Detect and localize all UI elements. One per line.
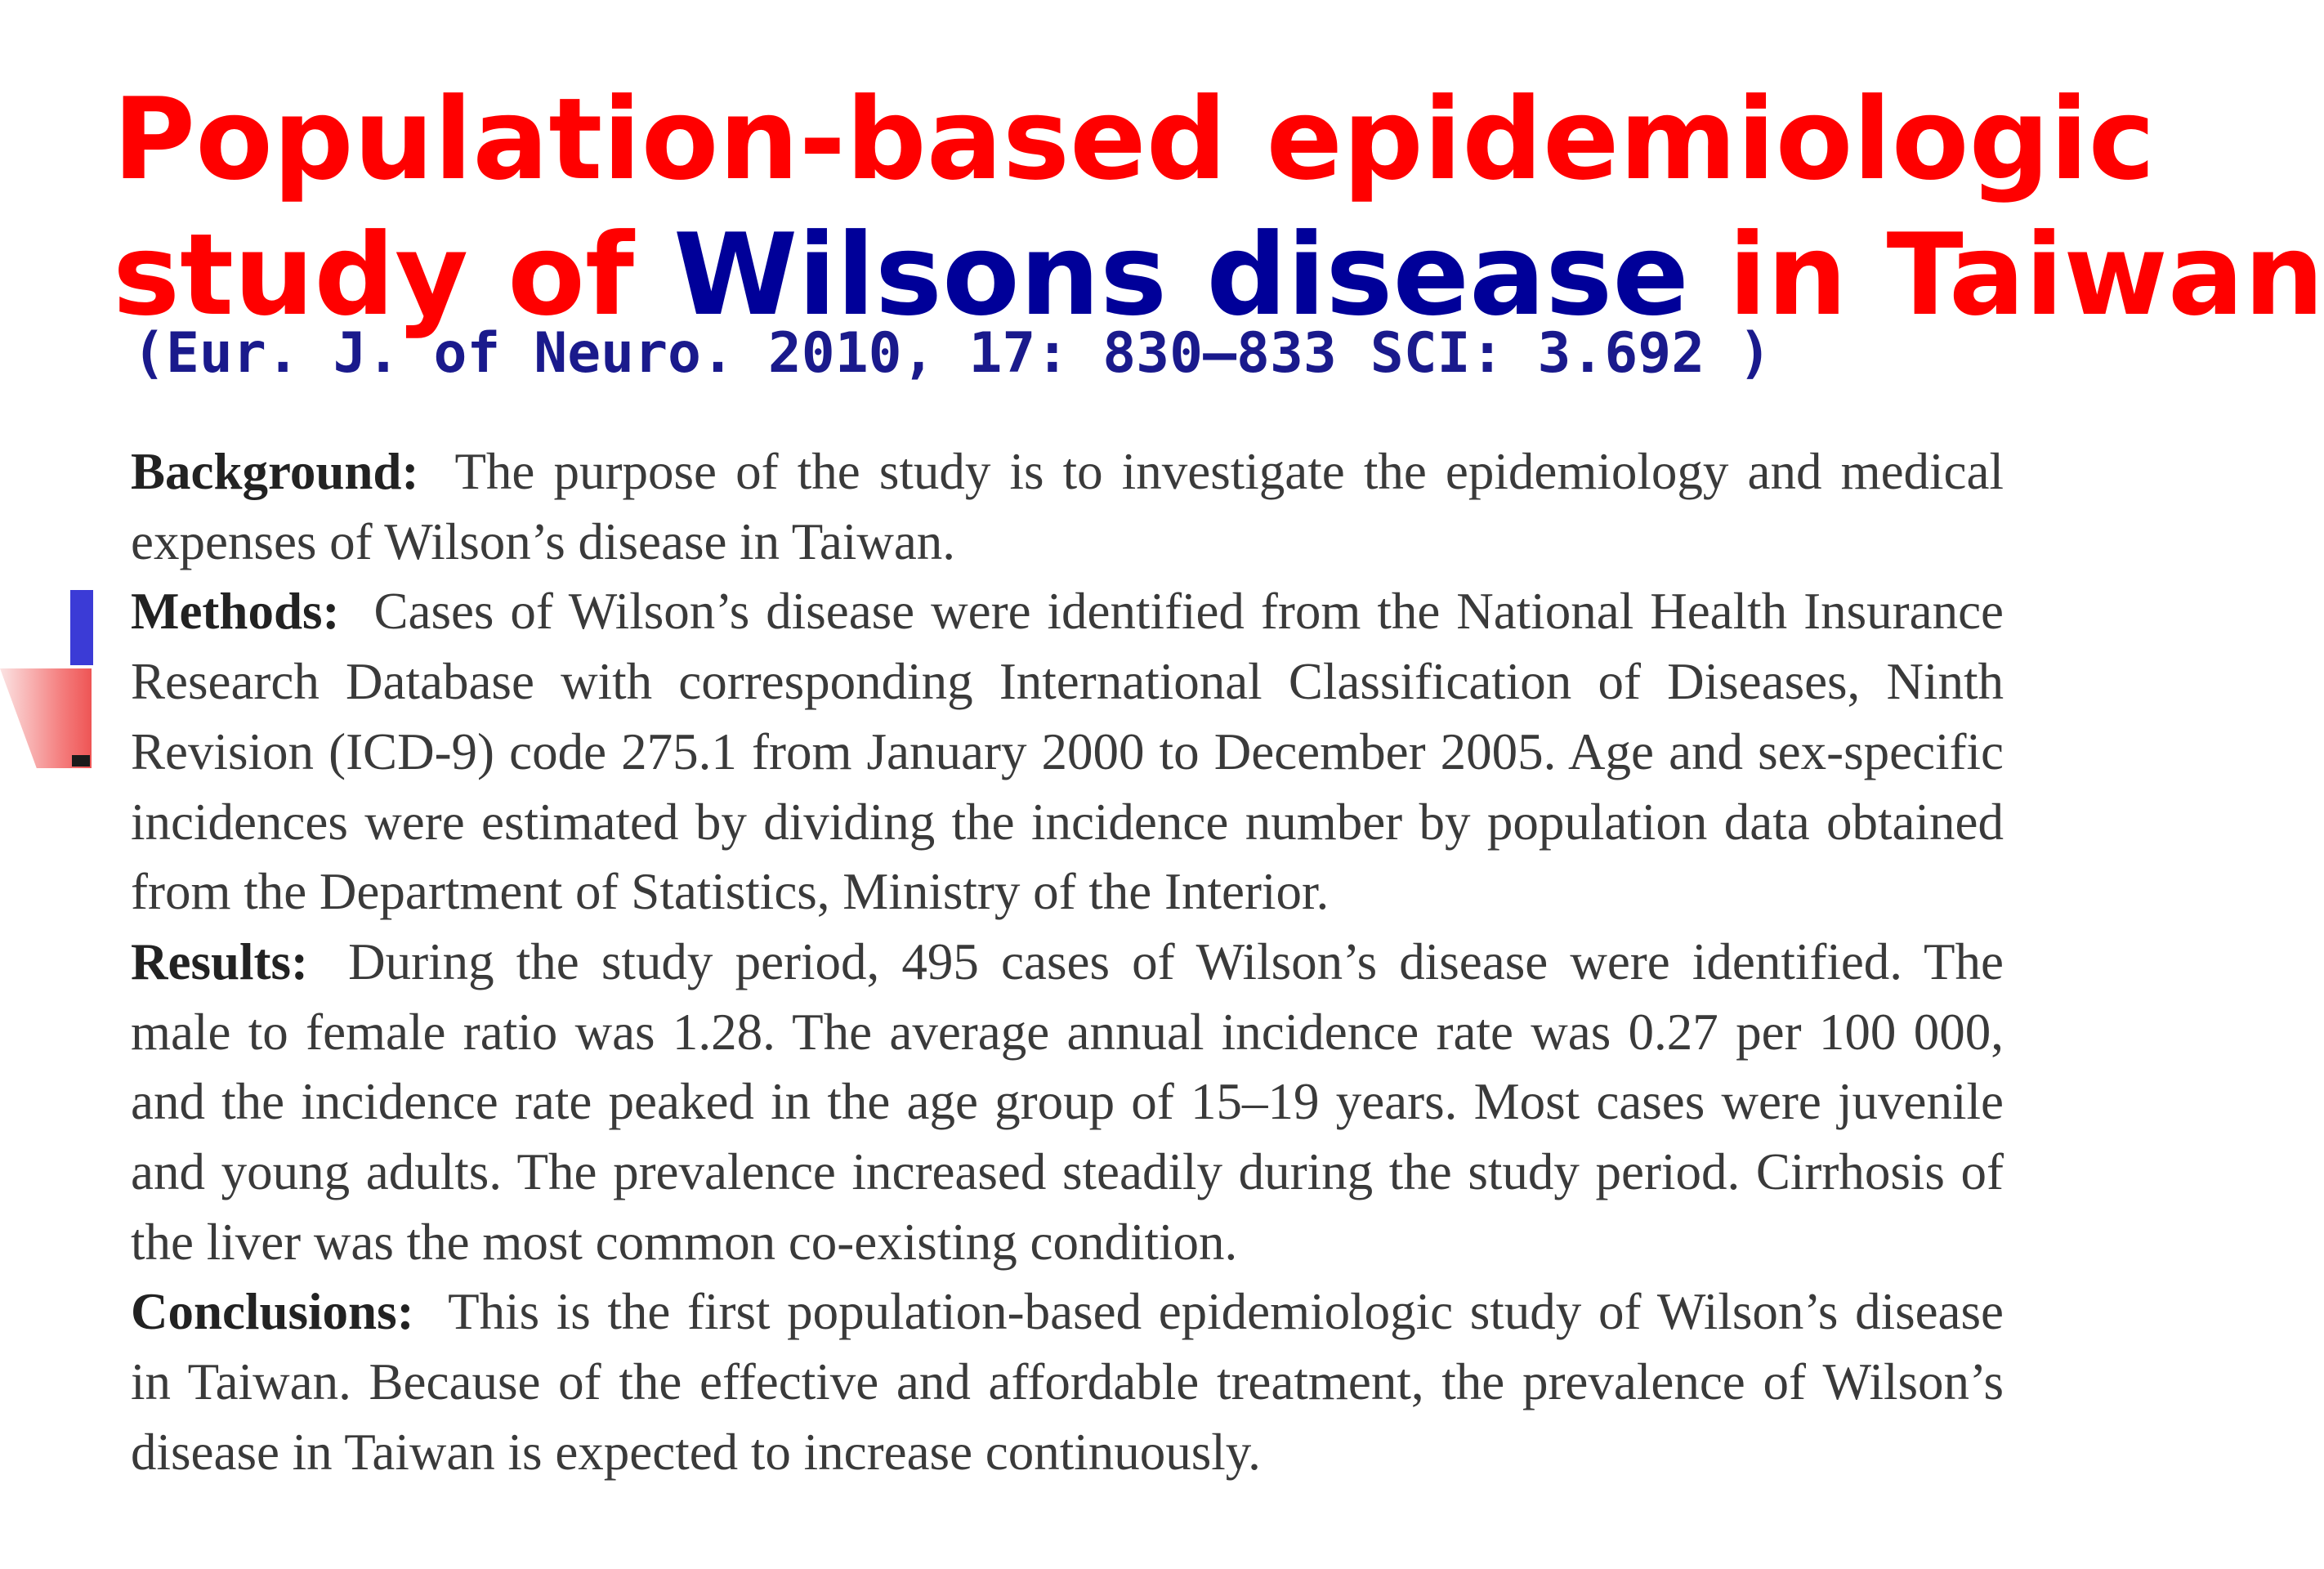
abstract-methods (131, 577, 2004, 928)
results-text: During the study period, 495 cases of Wilson’s disease were identified. The male to female ratio was 1.28. The average annual incidence rate was 0.27 per 100 000, and the incidence rate peaked in the age group of 15–19 years. Most cases were juvenile and young adults. The prevalence increased steadily during the study period. Cirrhosis of the liver was the most common co-existing condition. (131, 932, 2004, 1271)
conclusions-text: This is the first population-based epidemiologic study of Wilson’s disease in Taiwan. Because of the effective and affordable treatment, the prevalence of Wilson’s disease in Taiwan is expected to increase continuously. (131, 1283, 2004, 1481)
results-label: Results: (131, 932, 308, 990)
decorative-blue-bar (70, 590, 93, 665)
title-part1: Population-based epidemiologic (113, 74, 2156, 205)
journal-citation: (Eur. J. of Neuro. 2010, 17: 830–833 SCI: 3.692 ) (132, 321, 1772, 386)
abstract-block (131, 437, 2004, 1488)
abstract-results (131, 928, 2004, 1278)
decorative-red-shape (0, 668, 92, 768)
methods-label: Methods: (131, 583, 340, 641)
background-label: Background: (131, 443, 419, 500)
decorative-black-square (72, 755, 90, 767)
methods-text: Cases of Wilson’s disease were identified from the National Health Insurance Research Database with corresponding International Classification of Diseases, Ninth Revision (ICD-9) code 275.1 from January 2000 to December 2005. Age and sex-specific incidences were estimated by dividing the incidence number by population data obtained from the Department of Statistics, Ministry of the Interior. (131, 583, 2004, 921)
title-highlight: Wilsons disease (673, 209, 1689, 341)
title-part2: study of (113, 209, 634, 341)
background-text: The purpose of the study is to investigate the epidemiology and medical expenses of Wilson’s disease in Taiwan. (131, 443, 2004, 570)
title-part3: in Taiwan (1727, 209, 2324, 341)
slide-title (113, 72, 2324, 343)
abstract-background (131, 437, 2004, 577)
abstract-conclusions (131, 1277, 2004, 1487)
conclusions-label: Conclusions: (131, 1283, 414, 1341)
